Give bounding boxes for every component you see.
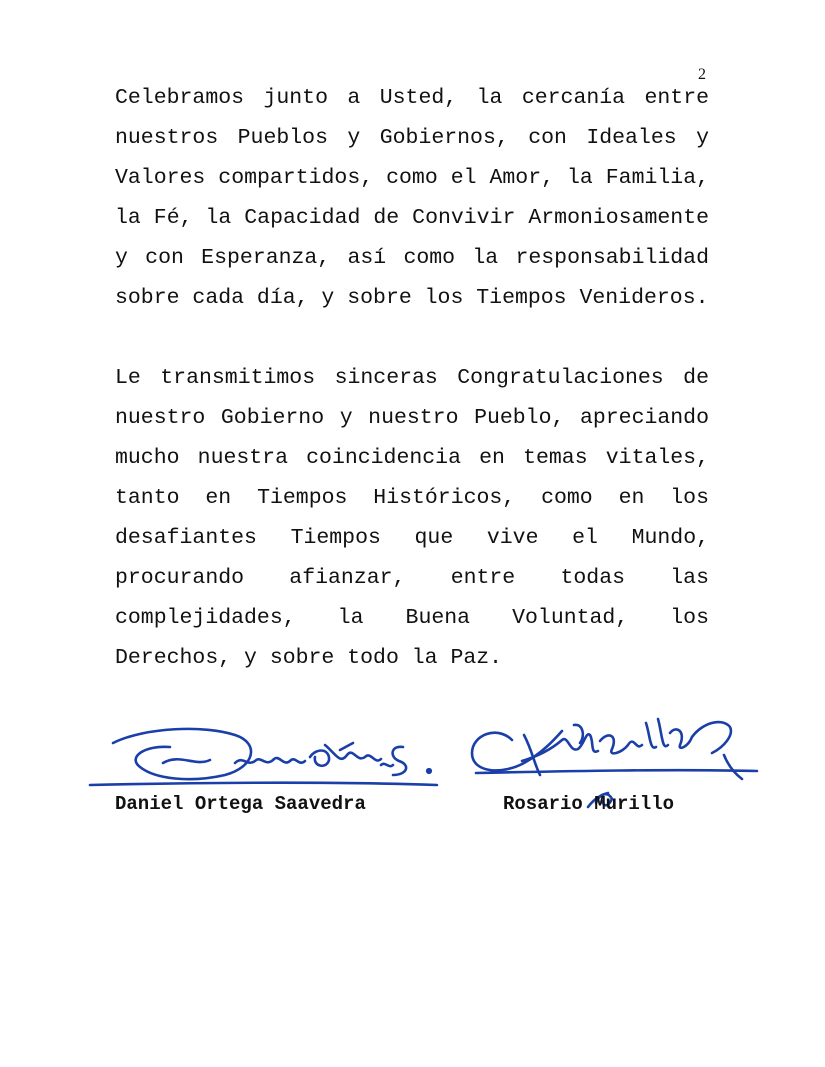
signer-name-rosario-murillo: Rosario Murillo xyxy=(503,793,675,815)
body-paragraph-2: Le transmitimos sinceras Congratulaciones de nuestro Gobierno y nuestro Pueblo, apreciando mucho nuestra coincidencia en temas vitales, tanto en Tiempos Históricos, como en los desafiantes Tiempos que vive el Mundo, procurando afianzar, entre todas las complejidades, la Buena Voluntad, los Derechos, y sobre todo la Paz. xyxy=(115,366,709,670)
body-paragraph-1: Celebramos junto a Usted, la cercanía entre nuestros Pueblos y Gobiernos, con Ideales y Valores compartidos, como el Amor, la Familia, la Fé, la Capacidad de Convivir Armoniosamente y con Esperanza, así como la responsabilidad sobre cada día, y sobre los Tiempos Venideros. xyxy=(115,86,709,310)
page-number: 2 xyxy=(698,66,706,83)
signer-name-daniel-ortega: Daniel Ortega Saavedra xyxy=(115,793,366,815)
signature-daniel-ortega xyxy=(85,705,455,800)
